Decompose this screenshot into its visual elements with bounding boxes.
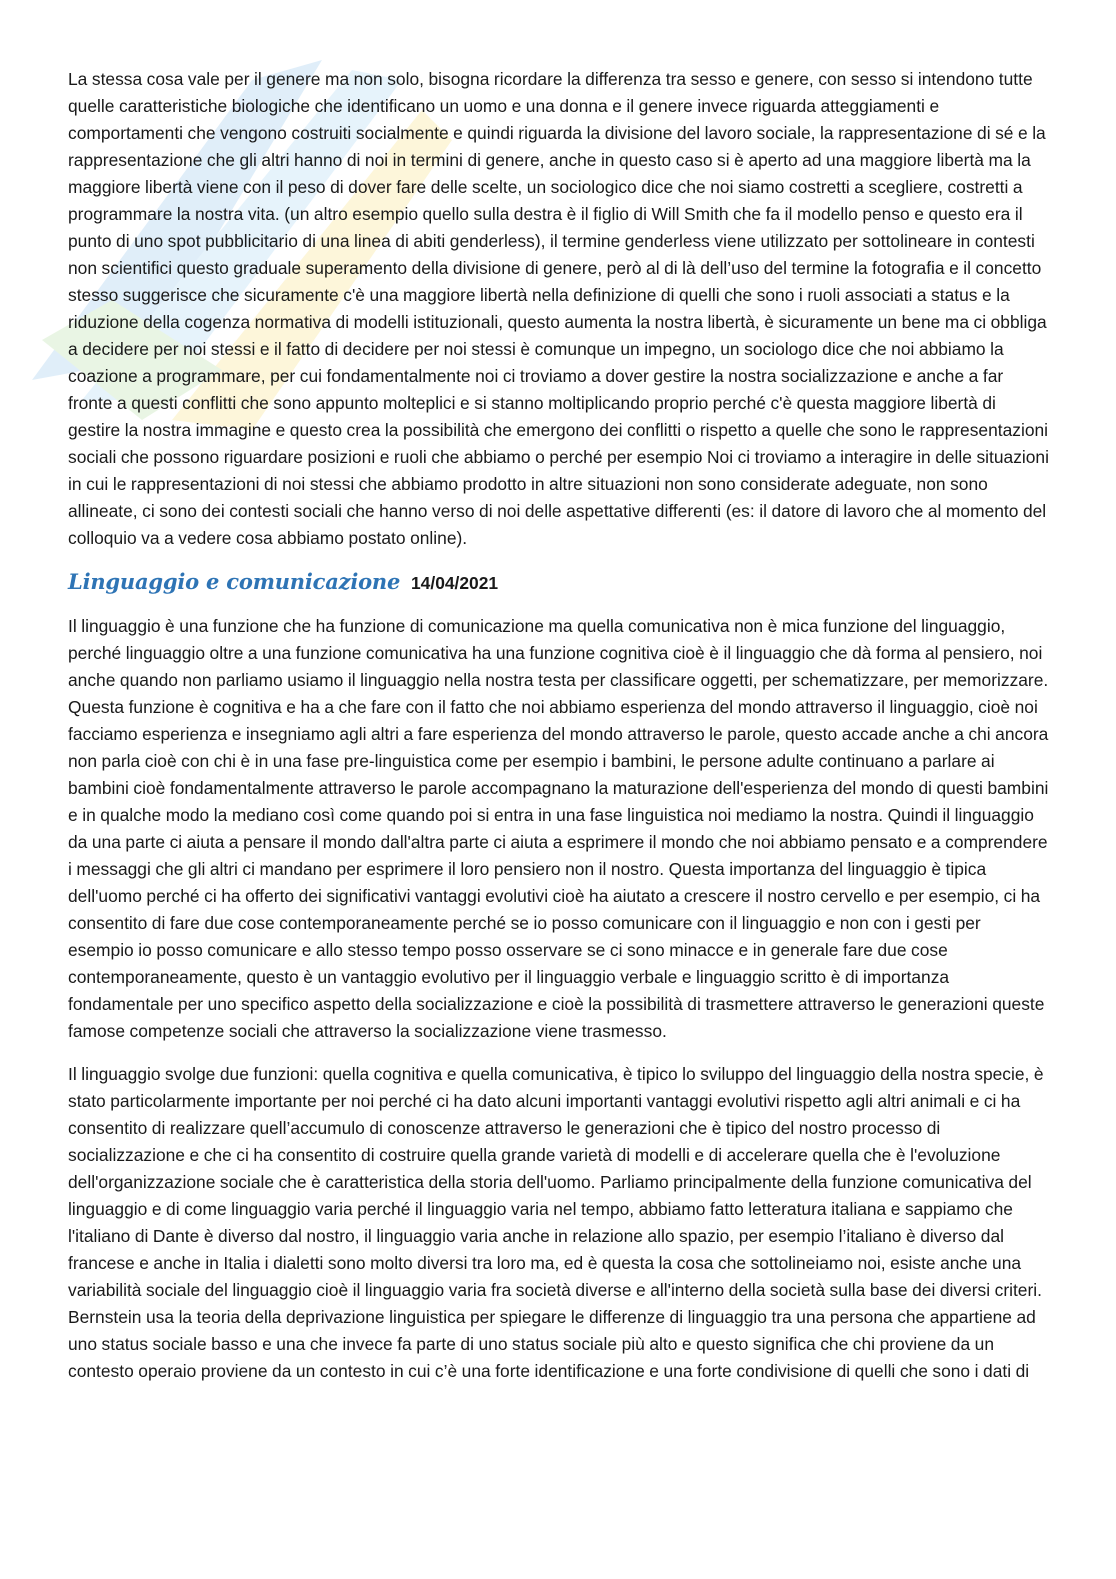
paragraph-linguaggio-2: Il linguaggio svolge due funzioni: quella cognitiva e quella comunicativa, è tipico lo sviluppo del linguaggio della nostra specie, è stato particolarmente importante per noi perché ci ha dato alcuni importanti vantaggi evolutivi rispetto agli altri animali e ci ha consentito di realizzare quell’accumulo di conoscenze attraverso le generazioni che è tipico del nostro processo di socializzazione e che ci ha consentito di costruire quella grande varietà di modelli e di accelerare quella che è l'evoluzione dell'organizzazione sociale che è caratteristica della storia dell'uomo. Parliamo principalmente della funzione comunicativa del linguaggio e di come linguaggio varia perché il linguaggio varia nel tempo, abbiamo fatto letteratura italiana e sappiamo che l'italiano di Dante è diverso dal nostro, il linguaggio varia anche in relazione allo spazio, per esempio l’italiano è diverso dal francese e anche in Italia i dialetti sono molto diversi tra loro ma, ed è questa la cosa che sottolineiamo noi, esiste anche una variabilità sociale del linguaggio cioè il linguaggio varia fra società diverse e all'interno della società sulla base dei diversi criteri. Bernstein usa la teoria della deprivazione linguistica per spiegare le differenze di linguaggio tra una persona che appartiene ad uno status sociale basso e una che invece fa parte di uno status sociale più alto e questo significa che chi proviene da un contesto operaio proviene da un contesto in cui c’è una forte identificazione e una forte condivisione di quelli che sono i dati di (68, 1064, 1044, 1381)
paragraph-genere: La stessa cosa vale per il genere ma non solo, bisogna ricordare la differenza tra sesso e genere, con sesso si intendono tutte quelle caratteristiche biologiche che identificano un uomo e una donna e il genere invece riguarda atteggiamenti e comportamenti che vengono costruiti socialmente e quindi riguarda la divisione del lavoro sociale, la rappresentazione di sé e la rappresentazione che gli altri hanno di noi in termini di genere, anche in questo caso si è aperto ad una maggiore libertà ma la maggiore libertà viene con il peso di dover fare delle scelte, un sociologico dice che noi siamo costretti a scegliere, costretti a programmare la nostra vita. (un altro esempio quello sulla destra è il figlio di Will Smith che fa il modello penso e questo era il punto di uno spot pubblicitario di una linea di abiti genderless), il termine genderless viene utilizzato per sottolineare in contesti non scientifici questo graduale superamento della divisione di genere, però al di là dell’uso del termine la fotografia e il concetto stesso suggerisce che sicuramente c'è una maggiore libertà nella definizione di quelli che sono i ruoli associati a status e la riduzione della cogenza normativa di modelli istituzionali, questo aumenta la nostra libertà, è sicuramente un bene ma ci obbliga a decidere per noi stessi e il fatto di decidere per noi stessi è comunque un impegno, un sociologo dice che noi abbiamo la coazione a programmare, per cui fondamentalmente noi ci troviamo a dover gestire la nostra socializzazione e anche a far fronte a questi conflitti che sono appunto molteplici e si stanno moltiplicando proprio perché c'è questa maggiore libertà di gestire la nostra immagine e questo crea la possibilità che emergono dei conflitti o rispetto a quelle che sono le rappresentazioni sociali che possono riguardare posizioni e ruoli che abbiamo o perché per esempio Noi ci troviamo a interagire in delle situazioni in cui le rappresentazioni di noi stessi che abbiamo prodotto in altre situazioni non sono considerate adeguate, non sono allineate, ci sono dei contesti sociali che hanno verso di noi delle aspettative differenti (es: il datore di lavoro che al momento del colloquio va a vedere cosa abbiamo postato online). (68, 69, 1049, 548)
document-page (68, 66, 1050, 1385)
section-heading (68, 568, 1050, 597)
section-title: Linguaggio e comunicazione (68, 569, 401, 594)
paragraph-linguaggio-1: Il linguaggio è una funzione che ha funzione di comunicazione ma quella comunicativa non è mica funzione del linguaggio, perché linguaggio oltre a una funzione comunicativa ha una funzione cognitiva cioè è il linguaggio che dà forma al pensiero, noi anche quando non parliamo usiamo il linguaggio nella nostra testa per classificare oggetti, per schematizzare, per memorizzare. Questa funzione è cognitiva e ha a che fare con il fatto che noi abbiamo esperienza del mondo attraverso il linguaggio, cioè noi facciamo esperienza e insegniamo agli altri a fare esperienza del mondo attraverso le parole, questo accade anche a chi ancora non parla cioè con chi è in una fase pre-linguistica come per esempio i bambini, le persone adulte continuano a parlare ai bambini cioè fondamentalmente attraverso le parole accompagnano la maturazione dell'esperienza del mondo di questi bambini e in qualche modo la mediano così come quando poi si entra in una fase linguistica noi mediamo la nostra. Quindi il linguaggio da una parte ci aiuta a pensare il mondo dall'altra parte ci aiuta a esprimere il mondo che noi abbiamo pensato e a comprendere i messaggi che gli altri ci mandano per esprimere il loro pensiero non il nostro. Questa importanza del linguaggio è tipica dell'uomo perché ci ha offerto dei significativi vantaggi evolutivi cioè ha aiutato a crescere il nostro cervello e per esempio, ci ha consentito di fare due cose contemporaneamente perché se io posso comunicare con il linguaggio e non con i gesti per esempio io posso comunicare e allo stesso tempo posso osservare se ci sono minacce e in generale fare due cose contemporaneamente, questo è un vantaggio evolutivo per il linguaggio verbale e linguaggio scritto è di importanza fondamentale per uno specifico aspetto della socializzazione e cioè la possibilità di trasmettere attraverso le generazioni queste famose competenze sociali che attraverso la socializzazione viene trasmesso. (68, 616, 1049, 1041)
section-date: 14/04/2021 (411, 573, 499, 593)
